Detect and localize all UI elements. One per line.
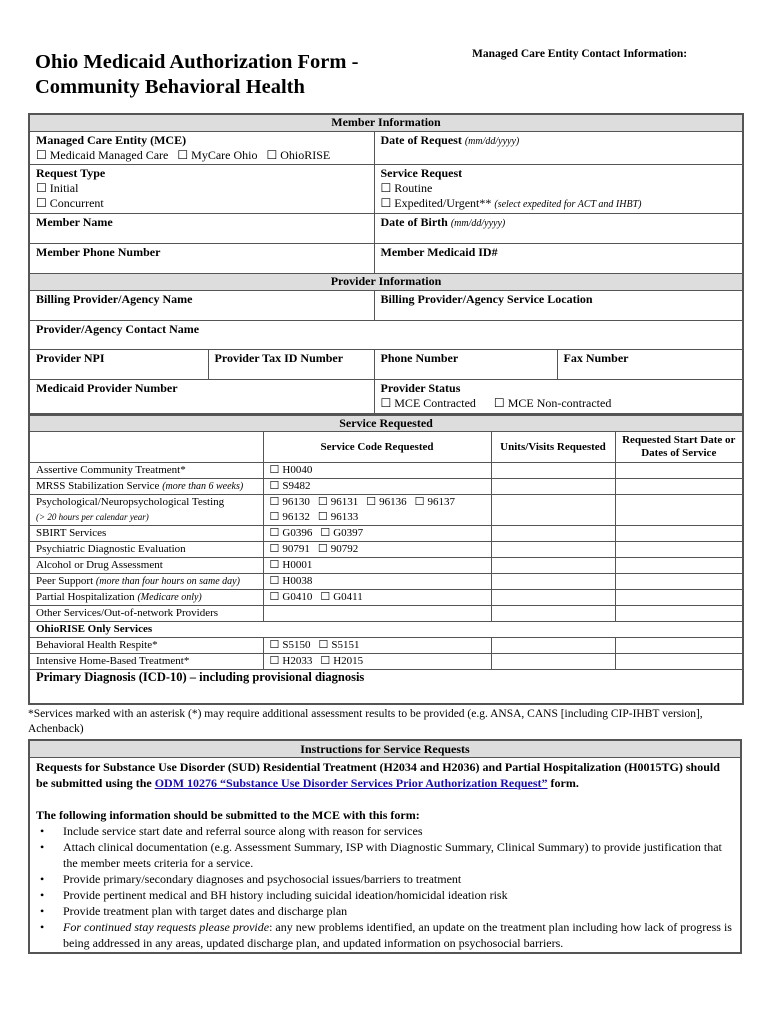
units-input[interactable] (491, 590, 615, 606)
units-input[interactable] (491, 574, 615, 590)
odm-10276-link[interactable]: ODM 10276 “Substance Use Disorder Services Prior Authorization Request” (154, 775, 548, 790)
instruction-item: • Provide treatment plan with target dates and discharge plan (36, 903, 734, 919)
service-codes (263, 590, 491, 606)
code-checkbox-H0040[interactable]: ☐ H0040 (270, 464, 313, 476)
request-concurrent-checkbox[interactable]: ☐ Concurrent (36, 196, 368, 211)
code-checkbox-H0038[interactable]: ☐ H0038 (270, 575, 313, 587)
following-info-heading: The following information should be submitted to the MCE with this form: (36, 807, 420, 822)
primary-diagnosis-field[interactable]: Primary Diagnosis (ICD-10) – including provisional diagnosis (29, 670, 743, 704)
member-info-header: Member Information (29, 114, 743, 131)
service-name: Peer Support (more than four hours on same day) (29, 574, 263, 590)
provider-status-field: Provider Status ☐ MCE Contracted ☐ MCE Non-contracted (374, 379, 743, 414)
mce-checkbox-mycare[interactable]: ☐ MyCare Ohio (177, 148, 257, 162)
start-date-input[interactable] (615, 654, 743, 670)
instruction-item: • Provide primary/secondary diagnoses and psychosocial issues/barriers to treatment (36, 871, 734, 887)
service-row (29, 526, 743, 542)
instruction-item: • Attach clinical documentation (e.g. Assessment Summary, ISP with Diagnostic Summary, Clinical Summary) to provide justification that the member meets criteria for a service. (36, 839, 734, 871)
service-name: Behavioral Health Respite* (29, 638, 263, 654)
col-service-code: Service Code Requested (263, 432, 491, 463)
member-provider-table (28, 113, 744, 415)
asterisk-footnote: *Services marked with an asterisk (*) may require additional assessment results to be provided (e.g. ANSA, CANS [including CIP-IHBT version], Achenback) (28, 707, 703, 735)
contact-name-field[interactable]: Provider/Agency Contact Name (29, 320, 743, 349)
tax-id-field[interactable]: Provider Tax ID Number (208, 349, 374, 379)
mce-contact-label: Managed Care Entity Contact Information: (472, 48, 688, 60)
units-input[interactable] (491, 638, 615, 654)
npi-field[interactable]: Provider NPI (29, 349, 208, 379)
page-title: Ohio Medicaid Authorization Form - Community Behavioral Health (35, 51, 359, 98)
mce-noncontracted-checkbox[interactable]: ☐ MCE Non-contracted (494, 396, 611, 410)
instructions-header: Instructions for Service Requests (30, 741, 740, 758)
start-date-input[interactable] (615, 574, 743, 590)
start-date-input[interactable] (615, 542, 743, 558)
member-phone-field[interactable]: Member Phone Number (29, 243, 374, 273)
sud-instructions: Requests for Substance Use Disorder (SUD) Residential Treatment (H2034 and H2036) and Partial Hospitalization (H0015TG) should be submitted using the ODM 10276 “Substance Use Disorder Services Prior Authorization Request” form. (36, 759, 720, 790)
code-checkbox-96136[interactable]: ☐ 96136 (366, 496, 406, 508)
col-start-date: Requested Start Date or Dates of Service (615, 432, 743, 463)
form-body (28, 113, 742, 954)
code-checkbox-H2033[interactable]: ☐ H2033 (270, 655, 313, 667)
units-input[interactable] (491, 542, 615, 558)
service-row (29, 638, 743, 654)
service-codes (263, 526, 491, 542)
instruction-item: • Include service start date and referral source along with reason for services (36, 823, 734, 839)
member-name-field[interactable]: Member Name (29, 213, 374, 243)
service-row (29, 479, 743, 495)
service-row (29, 495, 743, 526)
mce-contracted-checkbox[interactable]: ☐ MCE Contracted (381, 396, 476, 410)
code-checkbox-G0411[interactable]: ☐ G0411 (320, 591, 362, 603)
service-request-field: Service Request ☐ Routine ☐ Expedited/Urgent** (select expedited for ACT and IHBT) (374, 164, 743, 213)
service-codes (263, 574, 491, 590)
service-row (29, 574, 743, 590)
col-units: Units/Visits Requested (491, 432, 615, 463)
code-checkbox-S9482[interactable]: ☐ S9482 (270, 480, 311, 492)
service-name: MRSS Stabilization Service (more than 6 weeks) (29, 479, 263, 495)
start-date-input[interactable] (615, 526, 743, 542)
service-row (29, 606, 743, 622)
code-checkbox-96133[interactable]: ☐ 96133 (318, 511, 358, 523)
fax-field[interactable]: Fax Number (557, 349, 743, 379)
units-input[interactable] (491, 463, 615, 479)
service-name: Alcohol or Drug Assessment (29, 558, 263, 574)
billing-location-field[interactable]: Billing Provider/Agency Service Location (374, 290, 743, 320)
date-of-request-field[interactable]: Date of Request (mm/dd/yyyy) (374, 131, 743, 164)
service-codes (263, 463, 491, 479)
code-checkbox-96137[interactable]: ☐ 96137 (415, 496, 455, 508)
service-row (29, 558, 743, 574)
provider-info-header: Provider Information (29, 273, 743, 290)
units-input[interactable] (491, 606, 615, 622)
billing-name-field[interactable]: Billing Provider/Agency Name (29, 290, 374, 320)
units-input[interactable] (491, 654, 615, 670)
diagnosis-row (29, 670, 743, 704)
code-checkbox-G0397[interactable]: ☐ G0397 (320, 527, 363, 539)
service-codes (263, 495, 491, 526)
code-checkbox-G0396[interactable]: ☐ G0396 (270, 527, 313, 539)
service-requested-header: Service Requested (29, 416, 743, 432)
instructions-box (28, 739, 742, 954)
service-name: Psychiatric Diagnostic Evaluation (29, 542, 263, 558)
service-name: Intensive Home-Based Treatment* (29, 654, 263, 670)
phone-field[interactable]: Phone Number (374, 349, 557, 379)
service-codes (263, 654, 491, 670)
start-date-input[interactable] (615, 638, 743, 654)
units-input[interactable] (491, 479, 615, 495)
code-checkbox-96132[interactable]: ☐ 96132 (270, 511, 310, 523)
service-row (29, 654, 743, 670)
start-date-input[interactable] (615, 463, 743, 479)
request-initial-checkbox[interactable]: ☐ Initial (36, 181, 368, 196)
start-date-input[interactable] (615, 590, 743, 606)
instructions-list (36, 823, 734, 951)
code-checkbox-96130[interactable]: ☐ 96130 (270, 496, 310, 508)
code-checkbox-90792[interactable]: ☐ 90792 (318, 543, 358, 555)
start-date-input[interactable] (615, 558, 743, 574)
code-checkbox-H2015[interactable]: ☐ H2015 (320, 655, 363, 667)
dob-field[interactable]: Date of Birth (mm/dd/yyyy) (374, 213, 743, 243)
expedited-checkbox[interactable]: ☐ Expedited/Urgent** (381, 196, 492, 210)
start-date-input[interactable] (615, 495, 743, 526)
service-name: Other Services/Out-of-network Providers (29, 606, 263, 622)
instruction-item: • For continued stay requests please provide: any new problems identified, an update on the treatment plan including how lack of progress is being addressed in any areas, updated discharge plan, and updated information on psychosocial barriers. (36, 919, 734, 951)
service-row (29, 542, 743, 558)
service-name: SBIRT Services (29, 526, 263, 542)
service-codes (263, 479, 491, 495)
service-row (29, 590, 743, 606)
service-codes (263, 558, 491, 574)
request-type-field: Request Type ☐ Initial ☐ Concurrent (29, 164, 374, 213)
routine-checkbox[interactable]: ☐ Routine (381, 181, 737, 196)
service-codes (263, 542, 491, 558)
ohiorise-header: OhioRISE Only Services (29, 622, 743, 638)
service-name: Partial Hospitalization (Medicare only) (29, 590, 263, 606)
service-requested-table (28, 415, 744, 705)
mce-checkbox-ohiorise[interactable]: ☐ OhioRISE (266, 148, 330, 162)
service-codes (263, 638, 491, 654)
code-checkbox-G0410[interactable]: ☐ G0410 (270, 591, 313, 603)
mce-checkbox-medicaid[interactable]: ☐ Medicaid Managed Care (36, 148, 168, 162)
service-name: Assertive Community Treatment* (29, 463, 263, 479)
code-checkbox-S5151[interactable]: ☐ S5151 (319, 639, 360, 651)
ohiorise-row (29, 622, 743, 638)
start-date-input[interactable] (615, 479, 743, 495)
code-checkbox-90791[interactable]: ☐ 90791 (270, 543, 310, 555)
service-row (29, 463, 743, 479)
mce-field: Managed Care Entity (MCE) ☐ Medicaid Managed Care ☐ MyCare Ohio ☐ OhioRISE (29, 131, 374, 164)
instruction-item: • Provide pertinent medical and BH history including suicidal ideation/homicidal ideation risk (36, 887, 734, 903)
units-input[interactable] (491, 558, 615, 574)
service-codes (263, 606, 491, 622)
code-checkbox-S5150[interactable]: ☐ S5150 (270, 639, 311, 651)
medicaid-provider-number-field[interactable]: Medicaid Provider Number (29, 379, 374, 414)
start-date-input[interactable] (615, 606, 743, 622)
code-checkbox-96131[interactable]: ☐ 96131 (318, 496, 358, 508)
service-name: Psychological/Neuropsychological Testing (> 20 hours per calendar year) (29, 495, 263, 526)
units-input[interactable] (491, 495, 615, 526)
code-checkbox-H0001[interactable]: ☐ H0001 (270, 559, 313, 571)
member-medicaid-id-field[interactable]: Member Medicaid ID# (374, 243, 743, 273)
units-input[interactable] (491, 526, 615, 542)
